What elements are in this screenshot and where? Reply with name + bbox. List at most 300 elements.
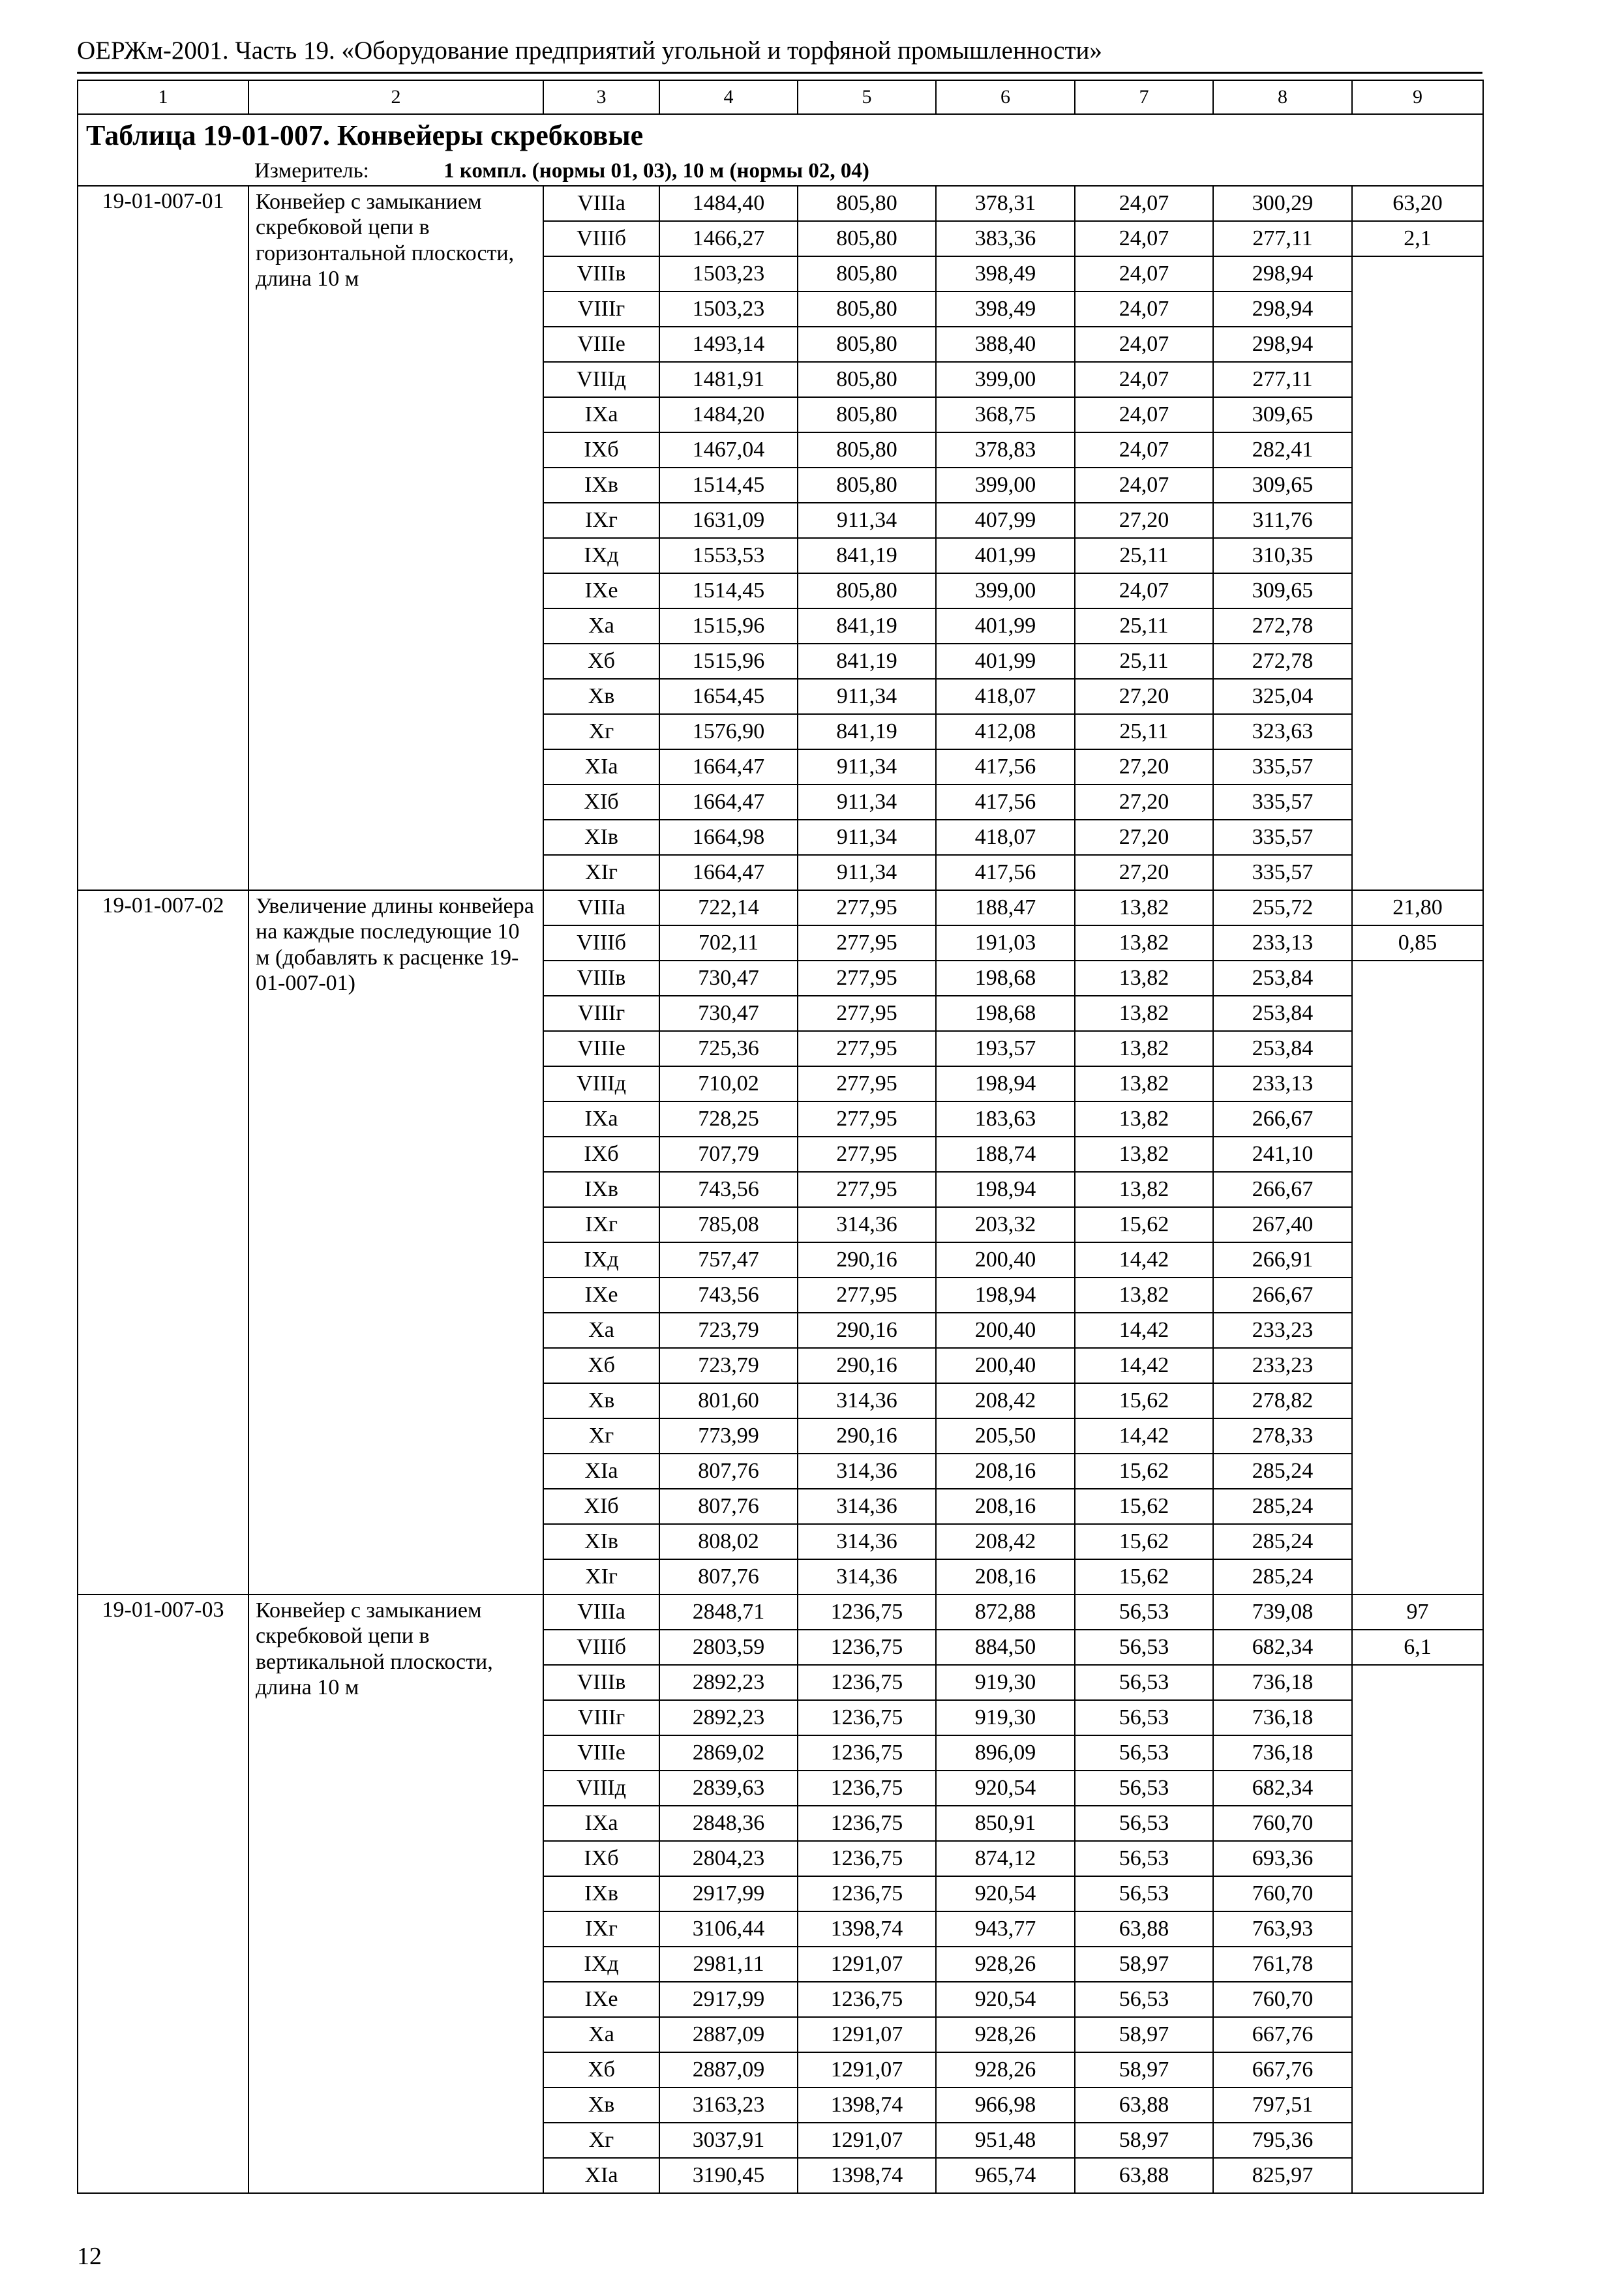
value-cell: 27,20: [1075, 820, 1213, 855]
value-cell: 966,98: [936, 2087, 1075, 2123]
value-cell: 418,07: [936, 679, 1075, 714]
column-number: 9: [1352, 80, 1483, 114]
zone-cell: IXе: [543, 1982, 659, 2017]
value-cell: 667,76: [1213, 2017, 1352, 2052]
column-number: 6: [936, 80, 1075, 114]
column-number: 2: [248, 80, 543, 114]
value-cell: 707,79: [659, 1137, 798, 1172]
value-cell: 300,29: [1213, 186, 1352, 221]
value-cell: 266,67: [1213, 1278, 1352, 1313]
value-cell: 1291,07: [798, 2052, 936, 2087]
value-cell: 743,56: [659, 1172, 798, 1207]
value-cell: 200,40: [936, 1242, 1075, 1278]
value-cell: 2887,09: [659, 2052, 798, 2087]
value-cell: 702,11: [659, 925, 798, 961]
value-cell: 785,08: [659, 1207, 798, 1242]
table-row: [78, 1594, 1483, 1630]
value-cell: 760,70: [1213, 1806, 1352, 1841]
value-cell: 311,76: [1213, 503, 1352, 538]
zone-cell: XIг: [543, 1559, 659, 1594]
zone-cell: XIа: [543, 1454, 659, 1489]
value-cell: 841,19: [798, 608, 936, 644]
value-cell: 919,30: [936, 1665, 1075, 1700]
value-cell: 208,16: [936, 1559, 1075, 1594]
value-cell: 825,97: [1213, 2158, 1352, 2193]
value-cell: 763,93: [1213, 1911, 1352, 1947]
zone-cell: IXа: [543, 1101, 659, 1137]
value-cell: 368,75: [936, 397, 1075, 432]
zone-cell: VIIIг: [543, 1700, 659, 1735]
zone-cell: IXа: [543, 397, 659, 432]
value-cell: 417,56: [936, 785, 1075, 820]
zone-cell: VIIIе: [543, 1031, 659, 1066]
value-cell: 314,36: [798, 1454, 936, 1489]
value-cell: 682,34: [1213, 1771, 1352, 1806]
value-cell: 208,42: [936, 1524, 1075, 1559]
column-number: 5: [798, 80, 936, 114]
value-cell: 24,07: [1075, 186, 1213, 221]
zone-cell: VIIIа: [543, 890, 659, 925]
value-cell: 1236,75: [798, 1982, 936, 2017]
value-cell: 928,26: [936, 2052, 1075, 2087]
value-cell: 757,47: [659, 1242, 798, 1278]
value-cell: 198,94: [936, 1066, 1075, 1101]
value-cell: 25,11: [1075, 714, 1213, 749]
norm-description: Конвейер с замыканием скребковой цепи в горизонтальной плоскости, длина 10 м: [248, 186, 543, 890]
column-number: 4: [659, 80, 798, 114]
zone-cell: IXг: [543, 1207, 659, 1242]
zone-cell: VIIIб: [543, 1630, 659, 1665]
value-cell: 266,91: [1213, 1242, 1352, 1278]
value-cell: 314,36: [798, 1207, 936, 1242]
value-cell: 24,07: [1075, 327, 1213, 362]
value-cell: 25,11: [1075, 538, 1213, 573]
value-cell: 1654,45: [659, 679, 798, 714]
value-cell: 841,19: [798, 714, 936, 749]
zone-cell: Xб: [543, 2052, 659, 2087]
value-cell: 3163,23: [659, 2087, 798, 2123]
zone-cell: IXа: [543, 1806, 659, 1841]
value-cell: 736,18: [1213, 1735, 1352, 1771]
value-cell: 418,07: [936, 820, 1075, 855]
value-cell: 277,95: [798, 996, 936, 1031]
value-cell: 2917,99: [659, 1876, 798, 1911]
value-cell: 56,53: [1075, 1630, 1213, 1665]
zone-cell: IXе: [543, 573, 659, 608]
value-cell: 13,82: [1075, 1137, 1213, 1172]
value-cell: 56,53: [1075, 1982, 1213, 2017]
value-cell: 399,00: [936, 362, 1075, 397]
value-cell: 24,07: [1075, 256, 1213, 292]
value-cell: 401,99: [936, 538, 1075, 573]
zone-cell: VIIIе: [543, 1735, 659, 1771]
value-cell: 277,95: [798, 1031, 936, 1066]
zone-cell: VIIIа: [543, 186, 659, 221]
value-cell: 884,50: [936, 1630, 1075, 1665]
zone-cell: IXд: [543, 1242, 659, 1278]
zone-cell: VIIIг: [543, 996, 659, 1031]
value-cell: 13,82: [1075, 1172, 1213, 1207]
value-cell: 378,83: [936, 432, 1075, 468]
value-cell: 277,95: [798, 890, 936, 925]
value-cell: 3190,45: [659, 2158, 798, 2193]
value-cell: 2848,36: [659, 1806, 798, 1841]
value-cell: 760,70: [1213, 1982, 1352, 2017]
value-cell: 208,16: [936, 1489, 1075, 1524]
page-number: 12: [77, 2243, 102, 2270]
value-cell: 277,95: [798, 1066, 936, 1101]
value-cell: 896,09: [936, 1735, 1075, 1771]
value-cell: 285,24: [1213, 1489, 1352, 1524]
value-cell: 24,07: [1075, 397, 1213, 432]
value-cell: 325,04: [1213, 679, 1352, 714]
value-cell: 760,70: [1213, 1876, 1352, 1911]
value-cell: 335,57: [1213, 820, 1352, 855]
value-cell: 200,40: [936, 1313, 1075, 1348]
col9-value: 0,85: [1352, 925, 1483, 961]
value-cell: 728,25: [659, 1101, 798, 1137]
value-cell: 730,47: [659, 996, 798, 1031]
value-cell: 205,50: [936, 1418, 1075, 1454]
value-cell: 278,82: [1213, 1383, 1352, 1418]
value-cell: 13,82: [1075, 925, 1213, 961]
value-cell: 841,19: [798, 538, 936, 573]
value-cell: 253,84: [1213, 996, 1352, 1031]
zone-cell: XIв: [543, 820, 659, 855]
value-cell: 807,76: [659, 1489, 798, 1524]
col9-value: 21,80: [1352, 890, 1483, 925]
value-cell: 58,97: [1075, 1947, 1213, 1982]
value-cell: 911,34: [798, 679, 936, 714]
value-cell: 193,57: [936, 1031, 1075, 1066]
value-cell: 399,00: [936, 468, 1075, 503]
zone-cell: VIIIе: [543, 327, 659, 362]
table-row: [78, 890, 1483, 925]
value-cell: 911,34: [798, 785, 936, 820]
value-cell: 1291,07: [798, 1947, 936, 1982]
value-cell: 2804,23: [659, 1841, 798, 1876]
value-cell: 1503,23: [659, 256, 798, 292]
value-cell: 272,78: [1213, 608, 1352, 644]
zone-cell: IXв: [543, 1172, 659, 1207]
value-cell: 943,77: [936, 1911, 1075, 1947]
value-cell: 2848,71: [659, 1594, 798, 1630]
zone-cell: Xб: [543, 644, 659, 679]
zone-cell: IXб: [543, 1137, 659, 1172]
table-row: [78, 186, 1483, 221]
value-cell: 398,49: [936, 256, 1075, 292]
value-cell: 1398,74: [798, 2087, 936, 2123]
value-cell: 198,68: [936, 996, 1075, 1031]
zone-cell: Xб: [543, 1348, 659, 1383]
value-cell: 15,62: [1075, 1559, 1213, 1594]
value-cell: 15,62: [1075, 1454, 1213, 1489]
value-cell: 401,99: [936, 608, 1075, 644]
value-cell: 920,54: [936, 1876, 1075, 1911]
value-cell: 1631,09: [659, 503, 798, 538]
value-cell: 277,11: [1213, 221, 1352, 256]
meter-row: [78, 157, 1483, 186]
value-cell: 773,99: [659, 1418, 798, 1454]
value-cell: 723,79: [659, 1313, 798, 1348]
value-cell: 200,40: [936, 1348, 1075, 1383]
value-cell: 15,62: [1075, 1489, 1213, 1524]
col9-empty: [1352, 1665, 1483, 2193]
value-cell: 285,24: [1213, 1559, 1352, 1594]
value-cell: 277,95: [798, 1278, 936, 1313]
value-cell: 241,10: [1213, 1137, 1352, 1172]
value-cell: 2803,59: [659, 1630, 798, 1665]
value-cell: 1664,47: [659, 785, 798, 820]
value-cell: 285,24: [1213, 1524, 1352, 1559]
value-cell: 399,00: [936, 573, 1075, 608]
col9-empty: [1352, 961, 1483, 1594]
zone-cell: VIIIд: [543, 1771, 659, 1806]
value-cell: 1514,45: [659, 573, 798, 608]
value-cell: 807,76: [659, 1559, 798, 1594]
value-cell: 1467,04: [659, 432, 798, 468]
zone-cell: IXв: [543, 468, 659, 503]
value-cell: 24,07: [1075, 432, 1213, 468]
value-cell: 63,88: [1075, 2158, 1213, 2193]
zone-cell: XIа: [543, 2158, 659, 2193]
value-cell: 1514,45: [659, 468, 798, 503]
value-cell: 13,82: [1075, 890, 1213, 925]
value-cell: 309,65: [1213, 573, 1352, 608]
value-cell: 56,53: [1075, 1735, 1213, 1771]
value-cell: 27,20: [1075, 785, 1213, 820]
value-cell: 309,65: [1213, 397, 1352, 432]
value-cell: 805,80: [798, 397, 936, 432]
table-title: Таблица 19-01-007. Конвейеры скребковые: [86, 119, 644, 152]
zone-cell: IXг: [543, 1911, 659, 1947]
zone-cell: IXд: [543, 538, 659, 573]
column-number: 3: [543, 80, 659, 114]
value-cell: 722,14: [659, 890, 798, 925]
value-cell: 919,30: [936, 1700, 1075, 1735]
value-cell: 188,74: [936, 1137, 1075, 1172]
value-cell: 56,53: [1075, 1771, 1213, 1806]
norm-code: 19-01-007-01: [78, 186, 248, 890]
column-number-row: [78, 80, 1483, 114]
zone-cell: IXе: [543, 1278, 659, 1313]
value-cell: 282,41: [1213, 432, 1352, 468]
value-cell: 56,53: [1075, 1806, 1213, 1841]
value-cell: 27,20: [1075, 855, 1213, 890]
value-cell: 278,33: [1213, 1418, 1352, 1454]
value-cell: 911,34: [798, 820, 936, 855]
value-cell: 1484,20: [659, 397, 798, 432]
value-cell: 188,47: [936, 890, 1075, 925]
value-cell: 27,20: [1075, 503, 1213, 538]
value-cell: 63,88: [1075, 2087, 1213, 2123]
value-cell: 730,47: [659, 961, 798, 996]
value-cell: 850,91: [936, 1806, 1075, 1841]
col9-empty: [1352, 256, 1483, 890]
value-cell: 2892,23: [659, 1665, 798, 1700]
value-cell: 208,16: [936, 1454, 1075, 1489]
value-cell: 290,16: [798, 1313, 936, 1348]
value-cell: 335,57: [1213, 855, 1352, 890]
value-cell: 25,11: [1075, 644, 1213, 679]
value-cell: 388,40: [936, 327, 1075, 362]
value-cell: 1466,27: [659, 221, 798, 256]
value-cell: 58,97: [1075, 2123, 1213, 2158]
value-cell: 667,76: [1213, 2052, 1352, 2087]
value-cell: 255,72: [1213, 890, 1352, 925]
value-cell: 198,68: [936, 961, 1075, 996]
value-cell: 24,07: [1075, 292, 1213, 327]
value-cell: 710,02: [659, 1066, 798, 1101]
value-cell: 335,57: [1213, 785, 1352, 820]
value-cell: 378,31: [936, 186, 1075, 221]
zone-cell: Xв: [543, 1383, 659, 1418]
value-cell: 298,94: [1213, 327, 1352, 362]
value-cell: 25,11: [1075, 608, 1213, 644]
value-cell: 805,80: [798, 432, 936, 468]
value-cell: 1664,47: [659, 749, 798, 785]
value-cell: 1493,14: [659, 327, 798, 362]
value-cell: 911,34: [798, 855, 936, 890]
zone-cell: VIIIд: [543, 1066, 659, 1101]
value-cell: 15,62: [1075, 1207, 1213, 1242]
value-cell: 682,34: [1213, 1630, 1352, 1665]
value-cell: 805,80: [798, 362, 936, 397]
value-cell: 723,79: [659, 1348, 798, 1383]
zone-cell: IXб: [543, 1841, 659, 1876]
value-cell: 310,35: [1213, 538, 1352, 573]
value-cell: 198,94: [936, 1172, 1075, 1207]
value-cell: 58,97: [1075, 2017, 1213, 2052]
value-cell: 290,16: [798, 1418, 936, 1454]
zone-cell: XIг: [543, 855, 659, 890]
zone-cell: VIIIв: [543, 1665, 659, 1700]
norm-code: 19-01-007-02: [78, 890, 248, 1594]
value-cell: 298,94: [1213, 256, 1352, 292]
zone-cell: IXд: [543, 1947, 659, 1982]
zone-cell: VIIIв: [543, 961, 659, 996]
value-cell: 841,19: [798, 644, 936, 679]
value-cell: 805,80: [798, 292, 936, 327]
value-cell: 277,95: [798, 961, 936, 996]
value-cell: 1236,75: [798, 1594, 936, 1630]
value-cell: 1236,75: [798, 1806, 936, 1841]
value-cell: 805,80: [798, 221, 936, 256]
value-cell: 1664,47: [659, 855, 798, 890]
value-cell: 1236,75: [798, 1735, 936, 1771]
value-cell: 1515,96: [659, 608, 798, 644]
value-cell: 277,95: [798, 1101, 936, 1137]
value-cell: 198,94: [936, 1278, 1075, 1313]
zone-cell: XIб: [543, 785, 659, 820]
norm-description: Увеличение длины конвейера на каждые последующие 10 м (добавлять к расценке 19-01-007-01): [248, 890, 543, 1594]
zone-cell: Xг: [543, 2123, 659, 2158]
value-cell: 309,65: [1213, 468, 1352, 503]
value-cell: 797,51: [1213, 2087, 1352, 2123]
value-cell: 911,34: [798, 503, 936, 538]
zone-cell: IXг: [543, 503, 659, 538]
value-cell: 15,62: [1075, 1383, 1213, 1418]
col9-value: 63,20: [1352, 186, 1483, 221]
value-cell: 920,54: [936, 1771, 1075, 1806]
value-cell: 56,53: [1075, 1700, 1213, 1735]
value-cell: 743,56: [659, 1278, 798, 1313]
value-cell: 58,97: [1075, 2052, 1213, 2087]
meter-label: Измеритель:: [254, 158, 369, 183]
value-cell: 14,42: [1075, 1348, 1213, 1383]
value-cell: 267,40: [1213, 1207, 1352, 1242]
value-cell: 808,02: [659, 1524, 798, 1559]
zone-cell: Xа: [543, 608, 659, 644]
value-cell: 1291,07: [798, 2123, 936, 2158]
value-cell: 24,07: [1075, 573, 1213, 608]
value-cell: 13,82: [1075, 961, 1213, 996]
value-cell: 417,56: [936, 749, 1075, 785]
value-cell: 1236,75: [798, 1665, 936, 1700]
zone-cell: VIIIд: [543, 362, 659, 397]
value-cell: 1236,75: [798, 1700, 936, 1735]
zone-cell: IXб: [543, 432, 659, 468]
value-cell: 1398,74: [798, 1911, 936, 1947]
value-cell: 412,08: [936, 714, 1075, 749]
value-cell: 1553,53: [659, 538, 798, 573]
value-cell: 417,56: [936, 855, 1075, 890]
norm-code: 19-01-007-03: [78, 1594, 248, 2193]
value-cell: 3037,91: [659, 2123, 798, 2158]
value-cell: 761,78: [1213, 1947, 1352, 1982]
document-header-title: ОЕРЖм-2001. Часть 19. «Оборудование предприятий угольной и торфяной промышленности»: [77, 37, 1102, 65]
value-cell: 266,67: [1213, 1172, 1352, 1207]
value-cell: 1236,75: [798, 1876, 936, 1911]
value-cell: 335,57: [1213, 749, 1352, 785]
zone-cell: VIIIг: [543, 292, 659, 327]
value-cell: 24,07: [1075, 221, 1213, 256]
value-cell: 1398,74: [798, 2158, 936, 2193]
value-cell: 183,63: [936, 1101, 1075, 1137]
value-cell: 2839,63: [659, 1771, 798, 1806]
value-cell: 233,23: [1213, 1348, 1352, 1383]
value-cell: 693,36: [1213, 1841, 1352, 1876]
value-cell: 911,34: [798, 749, 936, 785]
value-cell: 323,63: [1213, 714, 1352, 749]
value-cell: 1664,98: [659, 820, 798, 855]
value-cell: 2981,11: [659, 1947, 798, 1982]
value-cell: 1503,23: [659, 292, 798, 327]
zone-cell: Xв: [543, 679, 659, 714]
col9-value: 6,1: [1352, 1630, 1483, 1665]
value-cell: 277,95: [798, 925, 936, 961]
value-cell: 15,62: [1075, 1524, 1213, 1559]
value-cell: 928,26: [936, 2017, 1075, 2052]
value-cell: 736,18: [1213, 1665, 1352, 1700]
zone-cell: XIб: [543, 1489, 659, 1524]
value-cell: 277,95: [798, 1137, 936, 1172]
value-cell: 266,67: [1213, 1101, 1352, 1137]
zone-cell: Xв: [543, 2087, 659, 2123]
value-cell: 253,84: [1213, 1031, 1352, 1066]
value-cell: 290,16: [798, 1242, 936, 1278]
value-cell: 203,32: [936, 1207, 1075, 1242]
value-cell: 14,42: [1075, 1313, 1213, 1348]
value-cell: 14,42: [1075, 1242, 1213, 1278]
norm-description: Конвейер с замыканием скребковой цепи в вертикальной плоскости, длина 10 м: [248, 1594, 543, 2193]
value-cell: 13,82: [1075, 1031, 1213, 1066]
value-cell: 2869,02: [659, 1735, 798, 1771]
value-cell: 795,36: [1213, 2123, 1352, 2158]
value-cell: 951,48: [936, 2123, 1075, 2158]
column-number: 1: [78, 80, 248, 114]
column-number: 7: [1075, 80, 1213, 114]
